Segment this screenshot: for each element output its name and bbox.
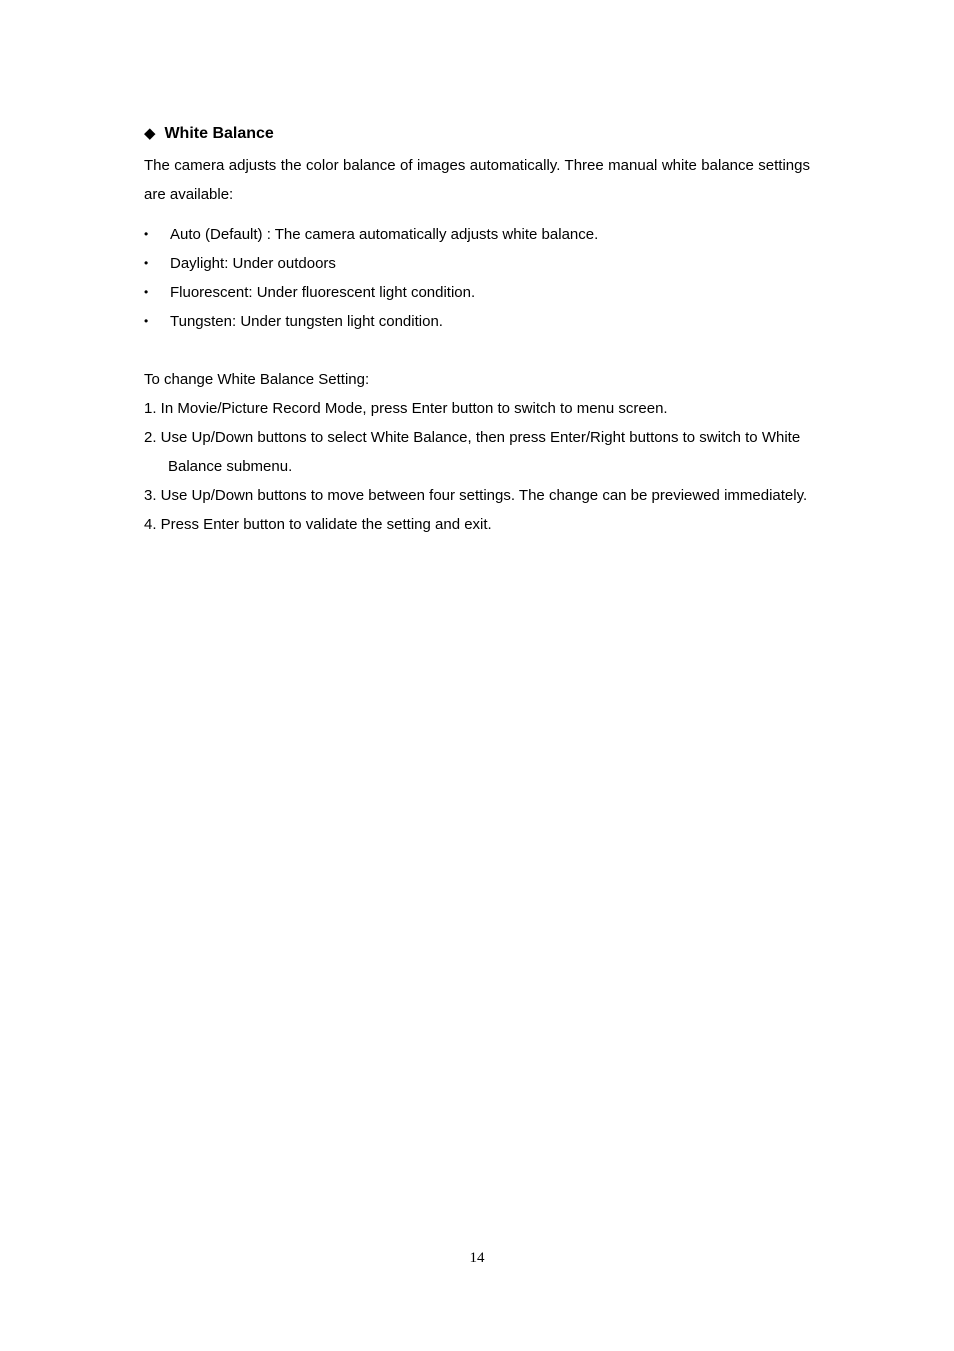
bullet-icon: •	[144, 256, 149, 270]
instructions-lead: To change White Balance Setting:	[144, 371, 370, 388]
option-text: Tungsten: Under tungsten light condition.	[170, 313, 443, 330]
white-balance-options-list	[144, 220, 824, 336]
step-item: 3. Use Up/Down buttons to move between four settings. The change can be previewed immediately.	[144, 487, 808, 504]
step-item: 1. In Movie/Picture Record Mode, press Enter button to switch to menu screen.	[144, 400, 668, 417]
bullet-icon: •	[144, 314, 149, 328]
step-item: 2. Use Up/Down buttons to select White Balance, then press Enter/Right buttons to switch to White Balance submenu.	[144, 429, 801, 475]
list-item	[144, 220, 824, 249]
diamond-bullet-icon: ◆	[144, 125, 156, 142]
list-item	[144, 278, 824, 307]
option-text: Auto (Default) : The camera automatically adjusts white balance.	[170, 226, 599, 243]
section-title: White Balance	[164, 125, 274, 142]
bullet-icon: •	[144, 227, 149, 241]
option-text: Daylight: Under outdoors	[170, 255, 336, 272]
intro-paragraph: The camera adjusts the color balance of images automatically. Three manual white balance settings are available:	[144, 157, 810, 203]
step-item: 4. Press Enter button to validate the setting and exit.	[144, 516, 492, 533]
page-number: 14	[469, 1250, 485, 1266]
bullet-icon: •	[144, 285, 149, 299]
list-item	[144, 249, 824, 278]
option-text: Fluorescent: Under fluorescent light condition.	[170, 284, 476, 301]
section-heading	[144, 124, 274, 144]
list-item	[144, 307, 824, 336]
instructions-steps-list	[144, 394, 824, 539]
